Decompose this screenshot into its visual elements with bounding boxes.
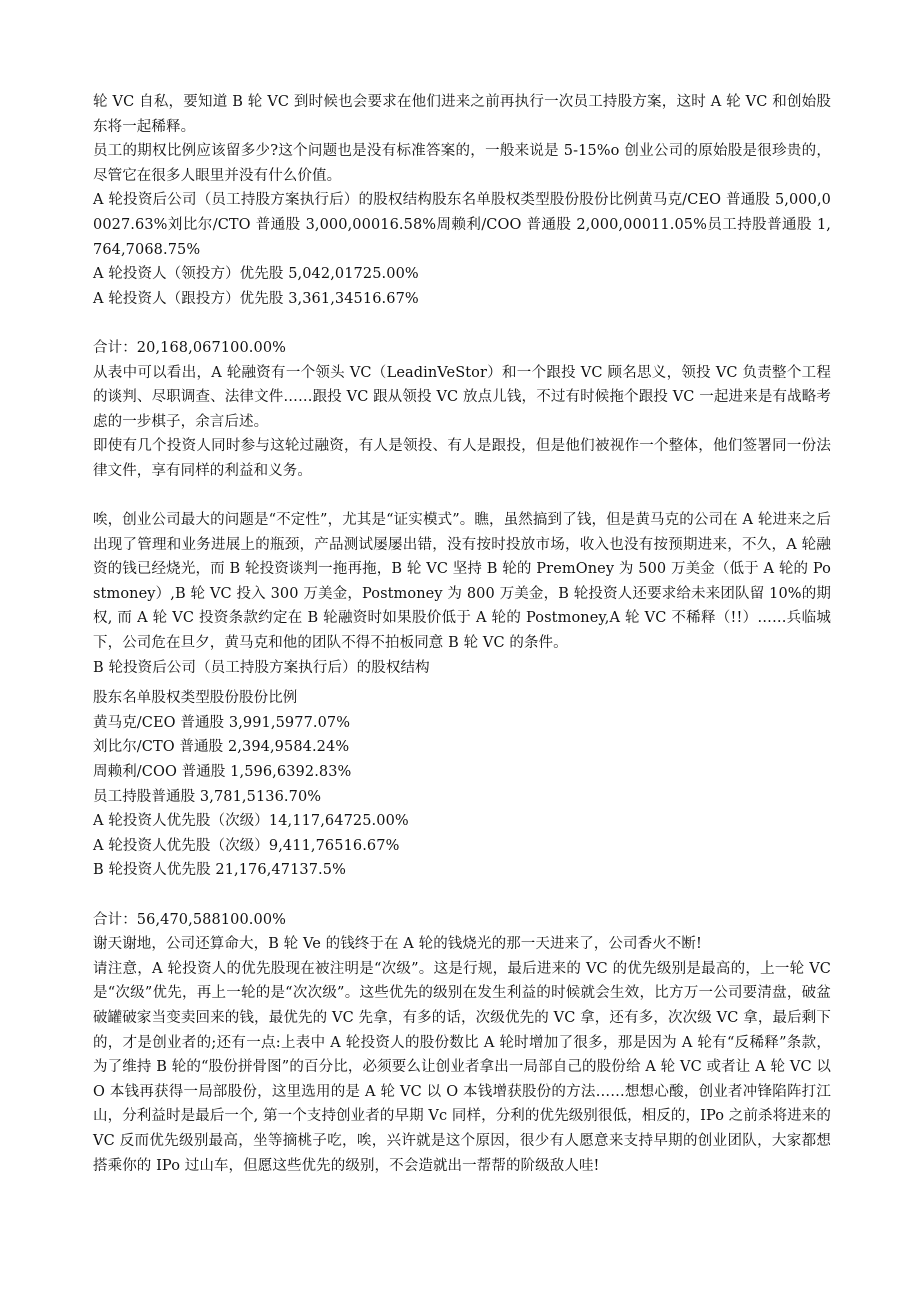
b-round-total: 合计：56,470,588100.00% bbox=[93, 911, 287, 928]
document-page bbox=[93, 90, 831, 1178]
paragraph-preference-levels: 请注意，A 轮投资人的优先股现在被注明是“次级”。这是行规，最后进来的 VC 的优先级别是最高的，上一轮 VC 是“次级”优先，再上一轮的是“次次级”。这些优先的级别在发生利益的时候就会生效，比方万一公司要清盘，破盆破罐破家当变卖回来的钱，最优先的 VC 先拿，有多的话，次级优先的 VC 拿，还有多，次次级 VC 拿，最后剩下的，才是创业者的;还有一点:上表中 A 轮投资人的股份数比 A 轮时增加了很多，那是因为 A 轮有“反稀释”条款，为了维持 B 轮的“股份拼骨图”的百分比，必须要么让创业者拿出一局部自己的股份给 A 轮 VC 或者让 A 轮 VC 以 O 本钱再获得一局部股份，这里选用的是 A 轮 VC 以 O 本钱增获股份的方法……想想心酸，创业者冲锋陷阵打江山，分利益时是最后一个, 第一个支持创业者的早期 Vc 同样，分利的优先级别很低，相反的，IPo 之前杀将进来的 VC 反而优先级别最高，坐等摘桃子吃，唉，兴许就是这个原因，很少有人愿意来支持早期的创业团队，大家都想搭乘你的 IPo 过山车，但愿这些优先的级别，不会造就出一帮帮的阶级敌人哇! bbox=[93, 960, 831, 1174]
a-round-total: 合计：20,168,067100.00% bbox=[93, 339, 287, 356]
spacer bbox=[93, 883, 831, 908]
paragraph-uncertainty: 唉，创业公司最大的问题是“不定性”，尤其是“证实模式”。瞧，虽然搞到了钱，但是黄马克的公司在 A 轮进来之后出现了管理和业务进展上的瓶颈，产品测试屡屡出错，没有按时投放市场，收入也没有按预期进来，不久，A 轮融资的钱已经烧光，而 B 轮投资谈判一拖再拖，B 轮 VC 坚持 B 轮的 PremOney 为 500 万美金（低于 A 轮的 Postmoney）,B 轮 VC 投入 300 万美金，Postmoney 为 800 万美金，B 轮投资人还要求给未来团队留 10%的期权, 而 A 轮 VC 投资条款约定在 B 轮融资时如果股价低于 A 轮的 Postmoney,A 轮 VC 不稀释（!!）……兵临城下，公司危在旦夕，黄马克和他的团队不得不拍板同意 B 轮 VC 的条件。 bbox=[93, 512, 831, 652]
a-round-lead-investor-row: A 轮投资人（领投方）优先股 5,042,01725.00% bbox=[93, 266, 419, 283]
table-row: 员工持股普通股 3,781,5136.70% bbox=[93, 788, 322, 805]
table-row: 刘比尔/CTO 普通股 2,394,9584.24% bbox=[93, 739, 350, 756]
b-round-table-title: B 轮投资后公司（员工持股方案执行后）的股权结构 bbox=[93, 659, 430, 676]
spacer bbox=[93, 311, 831, 336]
table-row: A 轮投资人优先股（次级）9,411,76516.67% bbox=[93, 837, 400, 854]
paragraph-vc-dilution: 轮 VC 自私，要知道 B 轮 VC 到时候也会要求在他们进来之前再执行一次员工持股方案，这时 A 轮 VC 和创始股东将一起稀释。 bbox=[93, 94, 831, 135]
paragraph-lead-follow: 从表中可以看出，A 轮融资有一个领头 VC（LeadinVeStor）和一个跟投 VC 顾名思义，领投 VC 负责整个工程的谈判、尽职调查、法律文件……跟投 VC 跟从领投 VC 放点儿钱，不过有时候拖个跟投 VC 一起进来是有战略考虑的一步棋子，余言后述。 bbox=[93, 364, 831, 430]
b-round-table-header: 股东名单股权类型股份股份比例 bbox=[93, 690, 298, 707]
table-row: 黄马克/CEO 普通股 3,991,5977.07% bbox=[93, 714, 351, 731]
table-row: B 轮投资人优先股 21,176,47137.5% bbox=[93, 862, 346, 879]
b-round-table bbox=[93, 686, 831, 883]
paragraph-b-round-arrived: 谢天谢地，公司还算命大，B 轮 Ve 的钱终于在 A 轮的钱烧光的那一天进来了，公司香火不断! bbox=[93, 936, 702, 953]
paragraph-a-round-structure: A 轮投资后公司（员工持股方案执行后）的股权结构股东名单股权类型股份股份比例黄马克/CEO 普通股 5,000,00027.63%刘比尔/CTO 普通股 3,000,00016.58%周赖利/COO 普通股 2,000,00011.05%员工持股普通股 1,764,7068.75% bbox=[93, 192, 831, 258]
paragraph-option-pool: 员工的期权比例应该留多少?这个问题也是没有标准答案的，一般来说是 5-15%o 创业公司的原始股是很珍贵的，尽管它在很多人眼里并没有什么价值。 bbox=[93, 143, 831, 184]
paragraph-investors-whole: 即使有几个投资人同时参与这轮过融资，有人是领投、有人是跟投，但是他们被视作一个整体，他们签署同一份法律文件，享有同样的利益和义务。 bbox=[93, 438, 831, 479]
table-row: A 轮投资人优先股（次级）14,117,64725.00% bbox=[93, 813, 409, 830]
table-row: 周赖利/COO 普通股 1,596,6392.83% bbox=[93, 764, 352, 781]
spacer bbox=[93, 484, 831, 509]
a-round-follow-investor-row: A 轮投资人（跟投方）优先股 3,361,34516.67% bbox=[93, 290, 419, 307]
